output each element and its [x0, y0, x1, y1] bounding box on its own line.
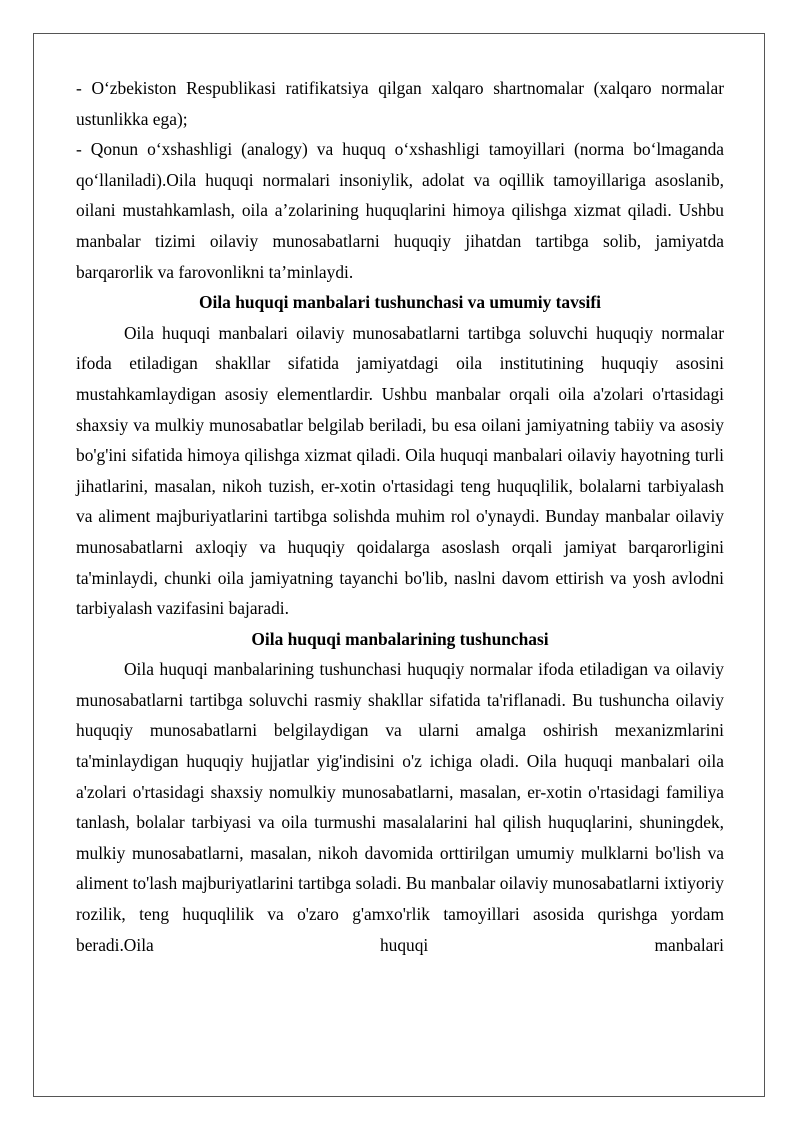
document-body	[76, 73, 724, 960]
list-item-analogy-principles: - Qonun o‘xshashligi (analogy) va huquq o‘xshashligi tamoyillari (norma bo‘lmaganda qo‘llaniladi).Oila huquqi normalari insoniylik, adolat va oqillik tamoyillariga asoslanib, oilani mustahkamlash, oila a’zolarining huquqlarini himoya qilishga xizmat qiladi. Ushbu manbalar tizimi oilaviy munosabatlarni huquqiy jihatdan tartibga solib, jamiyatda barqarorlik va farovonlikni ta’minlaydi.	[76, 139, 724, 282]
list-item-international-treaties: - O‘zbekiston Respublikasi ratifikatsiya qilgan xalqaro shartnomalar (xalqaro normalar ustunlikka ega);	[76, 78, 724, 129]
section-heading-sources-overview: Oila huquqi manbalari tushunchasi va umumiy tavsifi	[198, 292, 602, 313]
section-heading-sources-concept: Oila huquqi manbalarining tushunchasi	[251, 628, 549, 649]
section-body-sources-overview: Oila huquqi manbalari oilaviy munosabatlarni tartibga soluvchi huquqiy normalar ifoda etiladigan shakllar sifatida jamiyatdagi oila institutining huquqiy asosini mustahkamlaydigan asosiy elementlardir. Ushbu manbalar orqali oila a'zolari o'rtasidagi shaxsiy va mulkiy munosabatlar belgilab beriladi, bu esa oilani jamiyatning tabiiy va asosiy bo'g'ini sifatida himoya qilishga xizmat qiladi. Oila huquqi manbalari oilaviy hayotning turli jihatlarini, masalan, nikoh tuzish, er-xotin o'rtasidagi teng huquqlilik, bolalarni tarbiyalash va aliment majburiyatlarini tartibga solishda muhim rol o'ynaydi. Bunday manbalar oilaviy munosabatlarni axloqiy va huquqiy qoidalarga asoslash orqali jamiyat barqarorligini ta'minlaydi, chunki oila jamiyatning tayanchi bo'lib, naslni davom ettirish va yosh avlodni tarbiyalash vazifasini bajaradi.	[76, 322, 724, 619]
section-body-sources-concept: Oila huquqi manbalarining tushunchasi huquqiy normalar ifoda etiladigan va oilaviy munosabatlarni tartibga soluvchi rasmiy shakllar sifatida ta'riflanadi. Bu tushuncha oilaviy huquqiy munosabatlarni belgilaydigan va ularni amalga oshirish mexanizmlarini ta'minlaydigan huquqiy hujjatlar yig'indisini o'z ichiga oladi. Oila huquqi manbalari oila a'zolari o'rtasidagi shaxsiy nomulkiy munosabatlarni, masalan, er-xotin o'rtasidagi familiya tanlash, bolalar tarbiyasi va oila turmushi masalalarini hal qilish huquqlarini, shuningdek, mulkiy munosabatlarni, masalan, nikoh davomida orttirilgan umumiy mulklarni bo'lish va aliment to'lash majburiyatlarini tartibga soladi. Bu manbalar oilaviy munosabatlarni ixtiyoriy rozilik, teng huquqlilik va o'zaro g'amxo'rlik tamoyillari asosida qurishga yordam beradi.Oila huquqi manbalari	[76, 659, 724, 955]
